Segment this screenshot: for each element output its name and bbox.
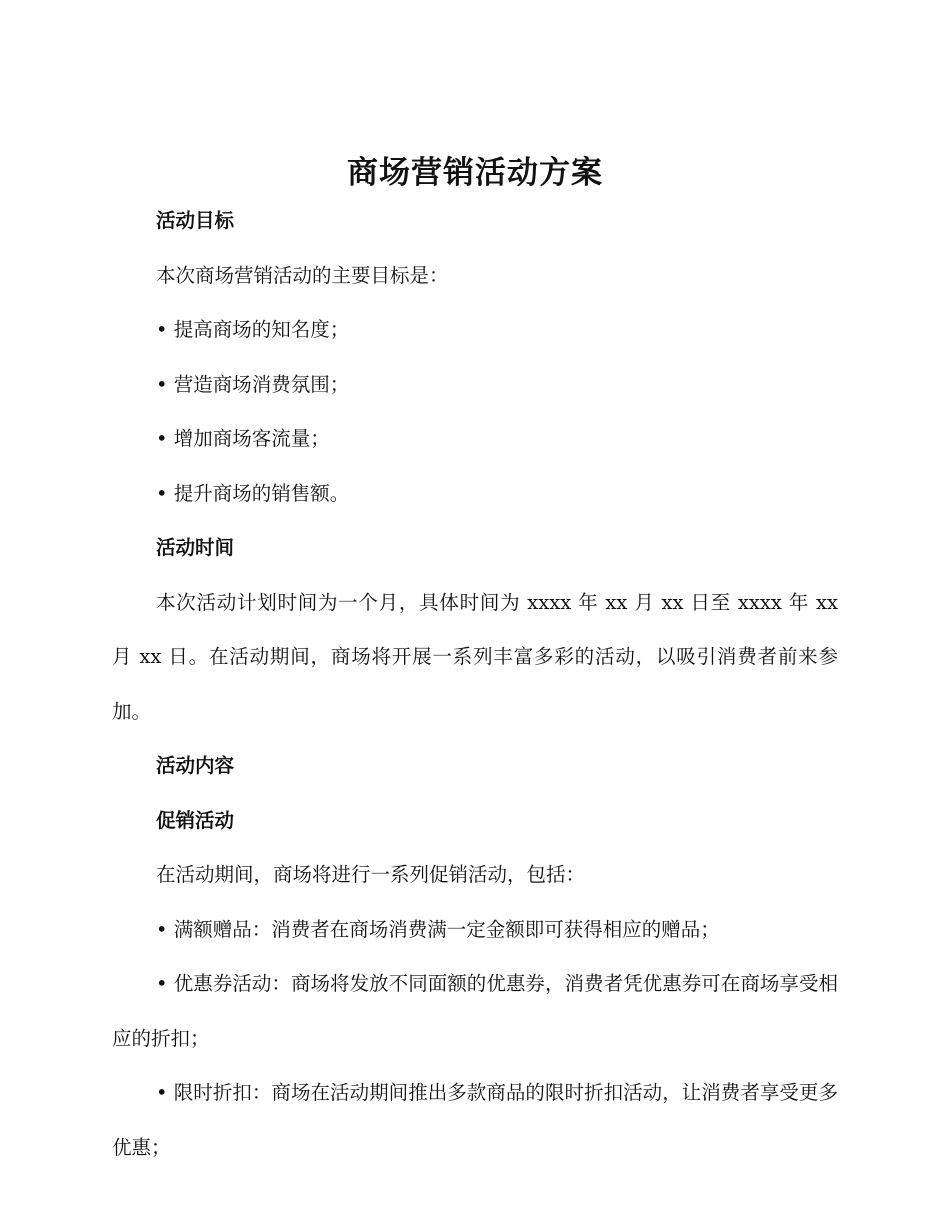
time-paragraph: 本次活动计划时间为一个月，具体时间为 xxxx 年 xx 月 xx 日至 xxxx 年 xx 月 xx 日。在活动期间，商场将开展一系列丰富多彩的活动，以吸引消费者前来参加。 xyxy=(112,590,838,723)
goal-bullet-2: • 营造商场消费氛围； xyxy=(156,372,350,396)
document-body xyxy=(112,194,838,1175)
content-bullet-3: • 限时折扣：商场在活动期间推出多款商品的限时折扣活动，让消费者享受更多优惠； xyxy=(112,1081,838,1159)
goal-bullet-1: • 提高商场的知名度； xyxy=(156,318,350,341)
content-bullet-2: • 优惠券活动：商场将发放不同面额的优惠券，消费者凭优惠券可在商场享受相应的折扣； xyxy=(112,972,838,1050)
subsection-heading-promotion: 促销活动 xyxy=(156,808,235,832)
content-bullet-1: • 满额赠品：消费者在商场消费满一定金额即可获得相应的赠品； xyxy=(156,917,720,941)
section-heading-goal: 活动目标 xyxy=(156,209,235,232)
content-intro: 在活动期间，商场将进行一系列促销活动，包括： xyxy=(156,863,586,886)
section-heading-time: 活动时间 xyxy=(156,536,235,559)
goal-bullet-4: • 提升商场的销售额。 xyxy=(156,481,350,505)
goal-intro: 本次商场营销活动的主要目标是： xyxy=(156,263,449,287)
document-title: 商场营销活动方案 xyxy=(347,155,603,191)
goal-bullet-3: • 增加商场客流量； xyxy=(156,427,330,450)
section-heading-content: 活动内容 xyxy=(156,754,235,777)
